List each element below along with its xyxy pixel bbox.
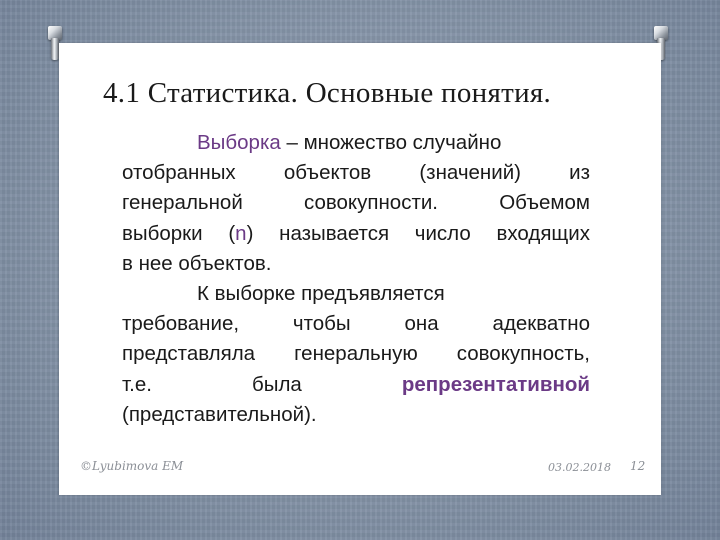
para1-line3: генеральной совокупности. Объемом: [122, 191, 590, 215]
para2-line4: [122, 370, 590, 400]
para1-line5: в нее объектов.: [122, 251, 272, 275]
term-vyborka: Выборка: [197, 131, 281, 154]
para2-line1: [122, 279, 590, 309]
para1-line4-b: ) называется число входящих: [246, 221, 590, 245]
footer-page-number: 12: [630, 459, 646, 473]
slide-body: [122, 128, 590, 430]
para2-line5: (представительной).: [122, 402, 317, 426]
para1-line4-a: выборки (: [122, 221, 236, 245]
slide-title: 4.1 Статистика. Основные понятия.: [103, 77, 552, 109]
para1-line2: отобранных объектов (значений) из: [122, 161, 590, 185]
para2-line4-a: т.е. была: [122, 372, 402, 396]
term-representative: репрезентативной: [401, 372, 590, 396]
para1-line4: [122, 219, 590, 249]
para1-line1: [122, 128, 590, 158]
definition-paragraph: [122, 128, 590, 279]
requirement-paragraph: [122, 279, 590, 430]
footer-date: 03.02.2018: [548, 461, 611, 474]
para2-line3: представляла генеральную совокупность,: [122, 342, 590, 366]
para1-line1-rest: – множество случайно: [280, 131, 502, 154]
para2-line1-text: К выборке предъявляется: [197, 282, 445, 306]
term-n: n: [235, 221, 247, 245]
footer-author: ©Lyubimova EM: [80, 459, 184, 473]
para2-line2: требование, чтобы она адекватно: [122, 312, 590, 336]
